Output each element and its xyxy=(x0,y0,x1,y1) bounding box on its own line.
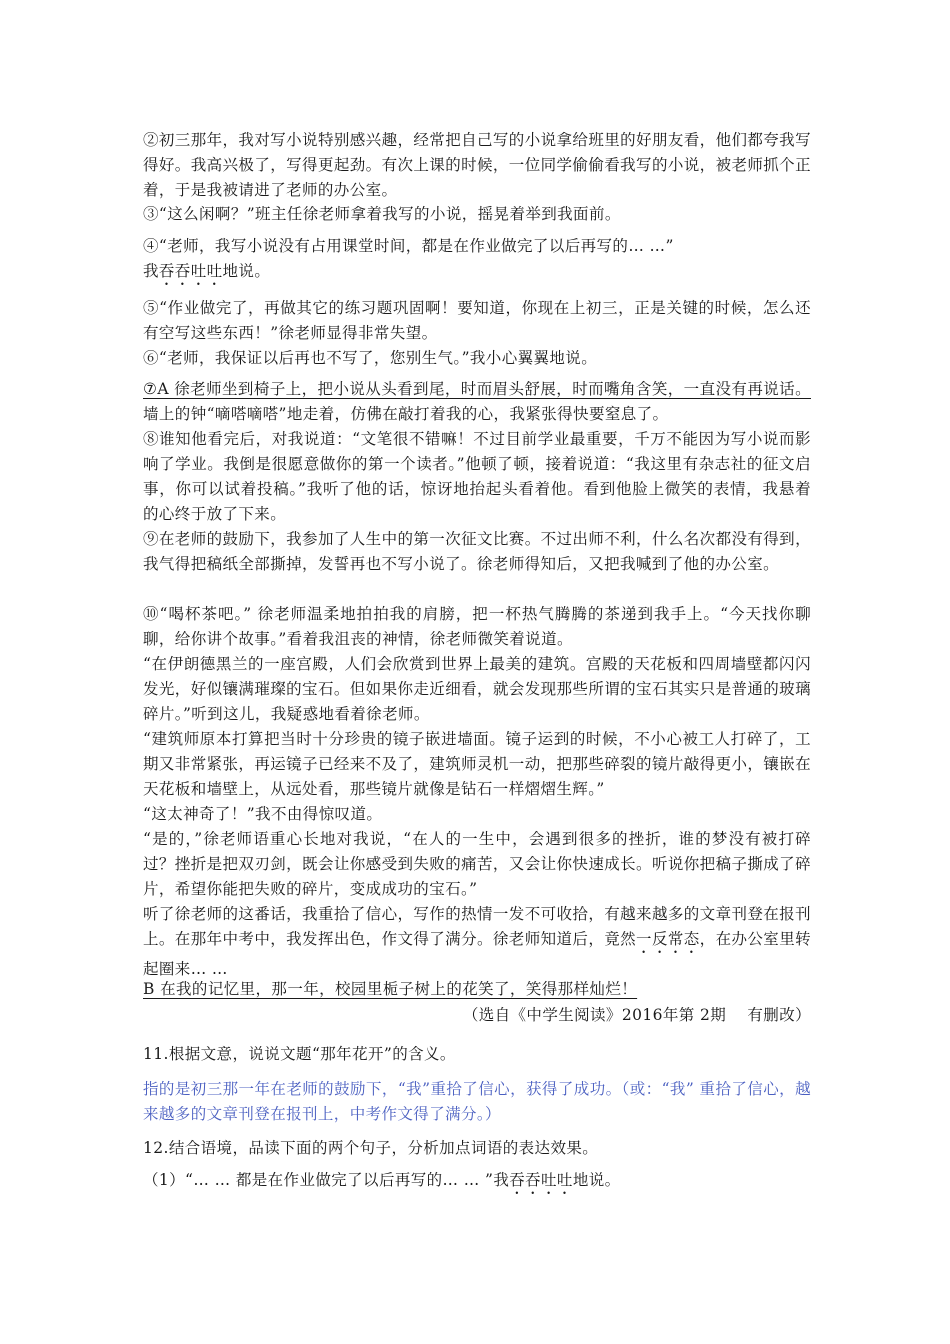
question-12: 12.结合语境，品读下面的两个句子，分析加点词语的表达效果。 xyxy=(143,1139,599,1157)
question-12-sub-1: （1）“… … 都是在作业做完了以后再写的… … ”我吞吞吐吐地说。 xyxy=(143,1171,621,1189)
paragraph-2: ②初三那年，我对写小说特别感兴趣，经常把自己写的小说拿给班里的好朋友看，他们都夸我写得好。我高兴极了，写得更起劲。有次上课的时候，一位同学偷偷看我写的小说，被老师抓个正着，于是我被请进了老师的办公室。 xyxy=(143,131,811,199)
paragraph-15: 听了徐老师的这番话，我重拾了信心，写作的热情一发不可收拾，有越来越多的文章刊登在报刊上。在那年中考中，我发挥出色，作文得了满分。徐老师知道后，竟然一反常态，在办公室里转起圈来… … xyxy=(143,905,811,978)
underlined-sentence-a: ⑦A 徐老师坐到椅子上，把小说从头看到尾，时而眉头舒展，时而嘴角含笑，一直没有再说话。 xyxy=(143,380,811,398)
paragraph-7: ⑦A 徐老师坐到椅子上，把小说从头看到尾，时而眉头舒展，时而嘴角含笑，一直没有再说话。墙上的钟“嘀嗒嘀嗒”地走着，仿佛在敲打着我的心，我紧张得快要窒息了。 xyxy=(143,380,811,423)
paragraph-4: ④“老师，我写小说没有占用课堂时间，都是在作业做完了以后再写的… …” 我吞吞吐吐地说。 xyxy=(143,237,674,280)
answer-11: 指的是初三那一年在老师的鼓励下，“我”重拾了信心，获得了成功。（或：“我” 重拾了信心，越来越多的文章刊登在报刊上，中考作文得了满分。） xyxy=(143,1080,811,1123)
paragraph-13: “这太神奇了！”我不由得惊叹道。 xyxy=(143,805,383,823)
paragraph-11: “在伊朗德黑兰的一座宫殿，人们会欣赏到世界上最美的建筑。宫殿的天花板和四周墙壁都闪闪发光，好似镶满璀璨的宝石。但如果你走近细看，就会发现那些所谓的宝石其实只是普通的玻璃碎片。”听到这儿，我疑惑地看着徐老师。 xyxy=(143,655,811,723)
paragraph-12: “建筑师原本打算把当时十分珍贵的镜子嵌进墙面。镜子运到的时候，不小心被工人打碎了，工期又非常紧张，再运镜子已经来不及了，建筑师灵机一动，把那些碎裂的镜片敲得更小，镶嵌在天花板和墙壁上，从远处看，那些镜片就像是钻石一样熠熠生辉。” xyxy=(143,730,811,798)
emphasized-phrase: 吞吞吐吐 xyxy=(509,1171,573,1189)
question-11: 11.根据文意，说说文题“那年花开”的含义。 xyxy=(143,1045,456,1063)
paragraph-10: ⑩“喝杯茶吧。” 徐老师温柔地拍拍我的肩膀，把一杯热气腾腾的茶递到我手上。“今天找你聊聊，给你讲个故事。”看着我沮丧的神情，徐老师微笑着说道。 xyxy=(143,605,811,648)
source-citation: （选自《中学生阅读》2016年第 2期 有删改） xyxy=(462,1006,811,1024)
paragraph-14: “是的，”徐老师语重心长地对我说，“在人的一生中，会遇到很多的挫折，谁的梦没有被打碎过？挫折是把双刃剑，既会让你感受到失败的痛苦，又会让你快速成长。听说你把稿子撕成了碎片，希望你能把失败的碎片，变成成功的宝石。” xyxy=(143,830,811,898)
paragraph-3: ③“这么闲啊？”班主任徐老师拿着我写的小说，摇晃着举到我面前。 xyxy=(143,205,621,223)
paragraph-9: ⑨在老师的鼓励下，我参加了人生中的第一次征文比赛。不过出师不利，什么名次都没有得到，我气得把稿纸全部撕掉，发誓再也不写小说了。徐老师得知后，又把我喊到了他的办公室。 xyxy=(143,530,811,573)
emphasized-phrase: 吞吞吐吐 xyxy=(158,262,223,280)
paragraph-5: ⑤“作业做完了，再做其它的练习题巩固啊！要知道，你现在上初三，正是关键的时候，怎么还有空写这些东西！”徐老师显得非常失望。 xyxy=(143,299,811,342)
underlined-sentence-b: B 在我的记忆里，那一年，校园里栀子树上的花笑了，笑得那样灿烂！ xyxy=(143,980,638,998)
paragraph-16 xyxy=(143,977,811,1002)
emphasized-phrase: 一反常态 xyxy=(636,930,700,948)
paragraph-8: ⑧谁知他看完后，对我说道：“文笔很不错嘛！不过目前学业最重要，千万不能因为写小说而影响了学业。我倒是很愿意做你的第一个读者。”他顿了顿，接着说道：“我这里有杂志社的征文启事，你可以试着投稿。”我听了他的话，惊讶地抬起头看着他。看到他脸上微笑的表情，我悬着的心终于放了下来。 xyxy=(143,430,811,523)
paragraph-6: ⑥“老师，我保证以后再也不写了，您别生气。”我小心翼翼地说。 xyxy=(143,349,598,367)
